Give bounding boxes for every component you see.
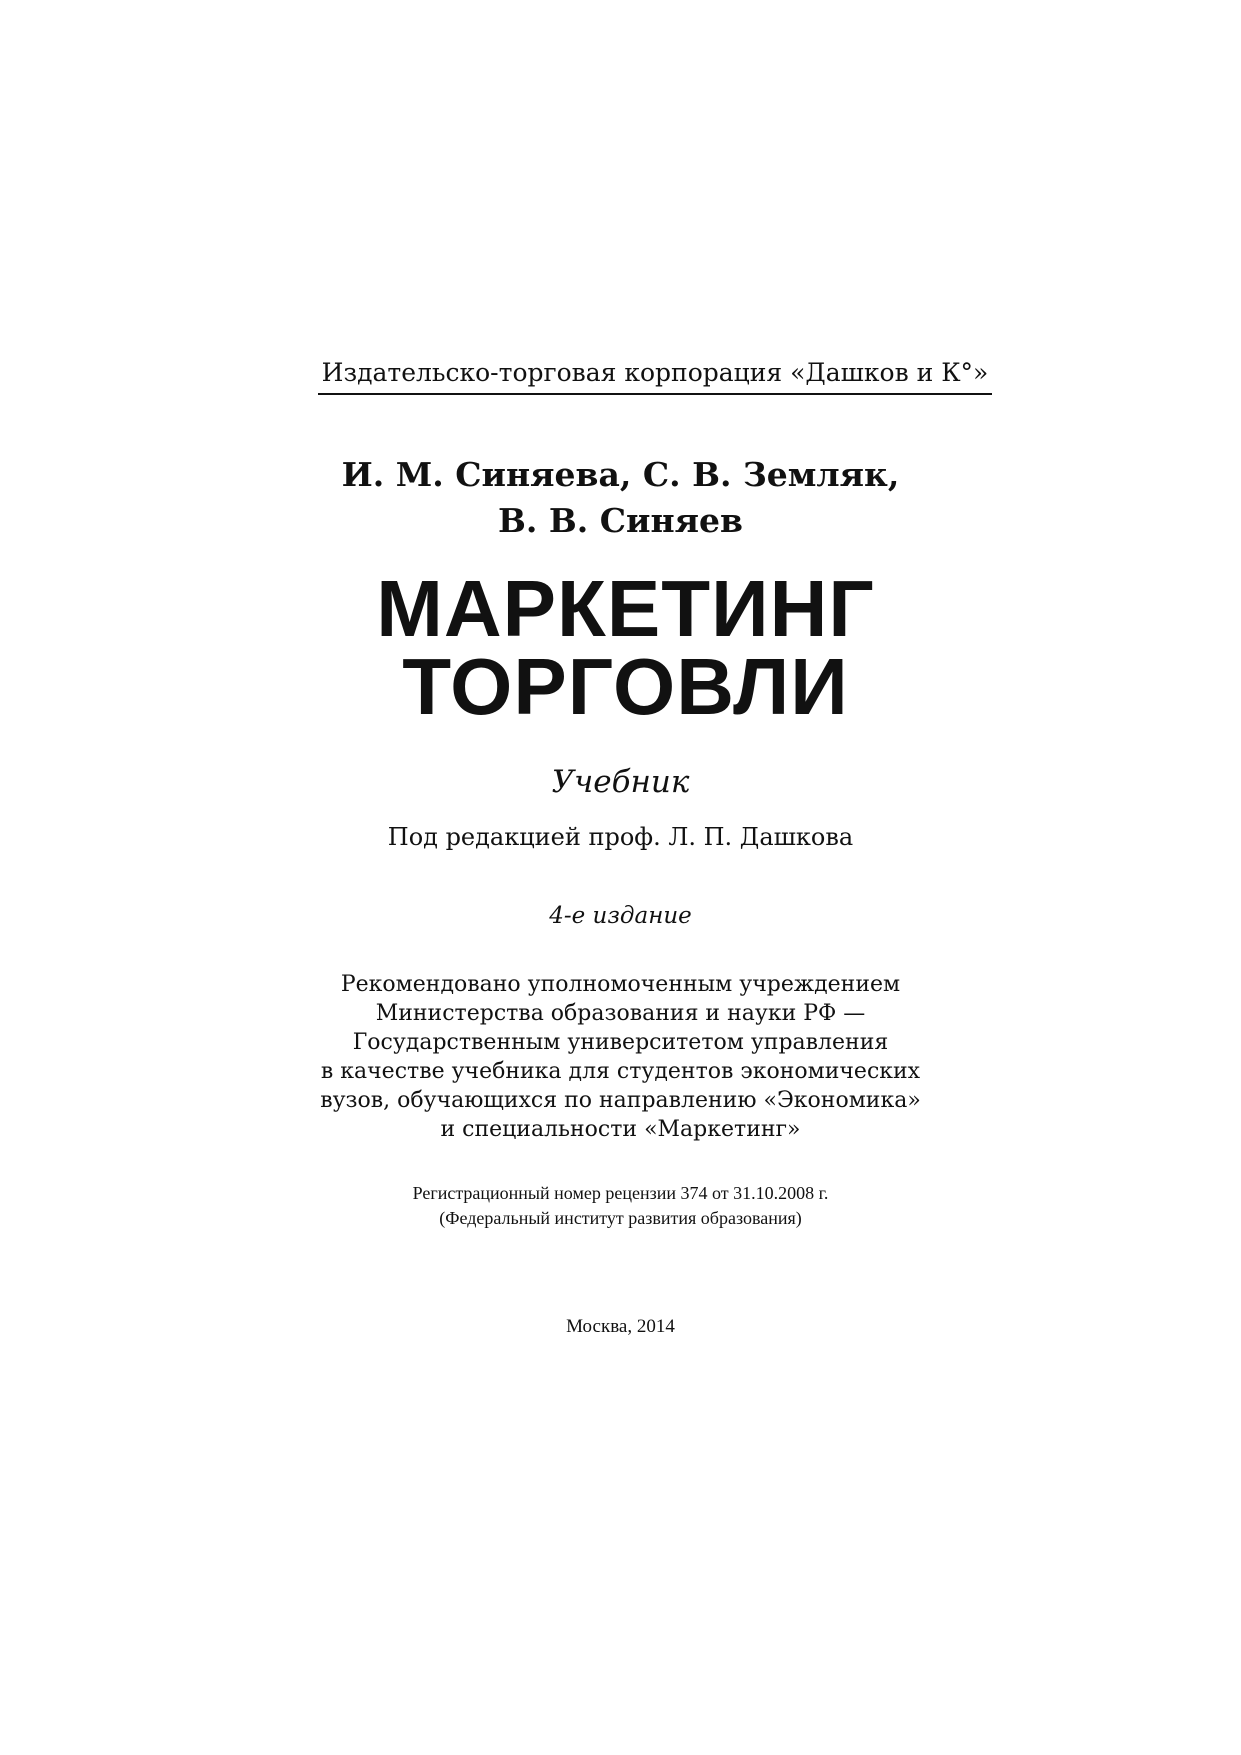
book-genre: Учебник <box>551 764 690 800</box>
authors-line-2: В. В. Синяев <box>498 501 743 540</box>
registration-line-2: (Федеральный институт развития образования) <box>439 1208 802 1228</box>
authors <box>0 452 1241 544</box>
city-and-year: Москва, 2014 <box>566 1316 675 1337</box>
recommendation-line: в качестве учебника для студентов экономических <box>320 1059 921 1084</box>
registration-info <box>0 1181 1241 1231</box>
authors-line-1: И. М. Синяева, С. В. Земляк, <box>341 455 900 494</box>
publisher-divider <box>318 393 992 395</box>
book-title <box>5 564 1241 731</box>
recommendation-line: Министерства образования и науки РФ — <box>375 1001 866 1026</box>
edition-number: 4-е издание <box>549 903 692 929</box>
recommendation-statement <box>0 970 1241 1144</box>
recommendation-line: и специальности «Маркетинг» <box>440 1117 801 1142</box>
recommendation-line: Государственным университетом управления <box>352 1030 889 1055</box>
editor-credit: Под редакцией проф. Л. П. Дашкова <box>387 823 854 851</box>
registration-line-1: Регистрационный номер рецензии 374 от 31.10.2008 г. <box>412 1183 829 1203</box>
book-title-line-2: ТОРГОВЛИ <box>402 642 849 731</box>
recommendation-line: вузов, обучающихся по направлению «Экономика» <box>320 1088 921 1113</box>
book-title-line-1: МАРКЕТИНГ <box>376 564 875 653</box>
recommendation-line: Рекомендовано уполномоченным учреждением <box>340 972 901 997</box>
publisher-name: Издательско-торговая корпорация «Дашков и К°» <box>321 358 989 387</box>
